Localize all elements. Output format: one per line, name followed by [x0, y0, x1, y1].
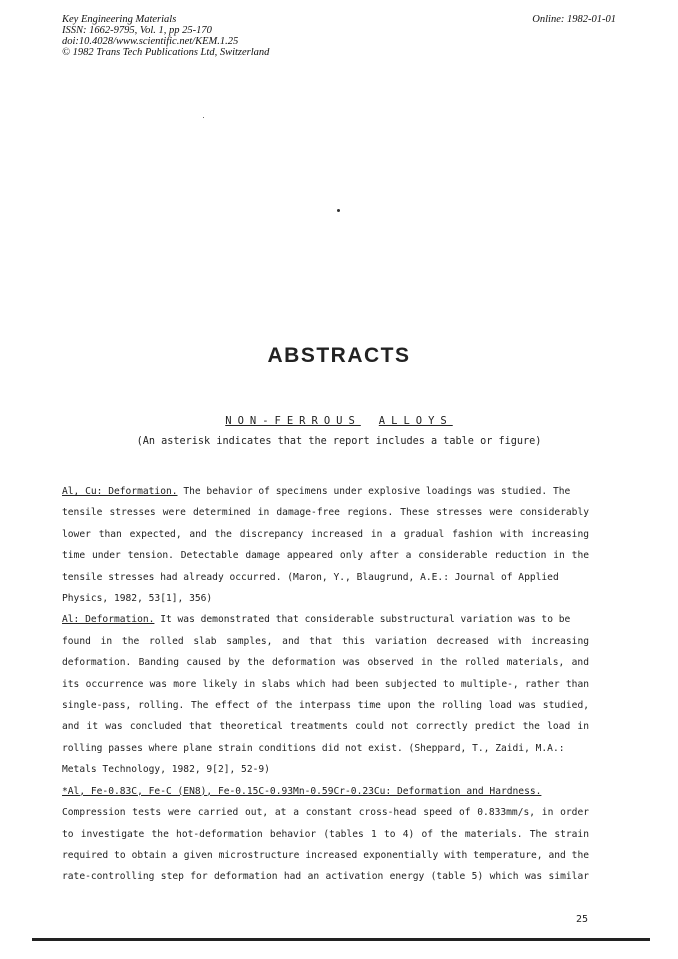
speck-mark: [203, 117, 204, 118]
abstract-3-line: Compression tests were carried out, at a constant cross-head speed of 0.833mm/s, in order: [62, 807, 589, 819]
abstract-1-heading: Al, Cu: Deformation.: [62, 486, 178, 497]
abstract-2-line: Al: Deformation. It was demonstrated that considerable substructural variation was to be: [62, 614, 571, 626]
section-heading: [0, 415, 678, 427]
abstract-3-line: to investigate the hot-deformation behavior (tables 1 to 4) of the materials. The strain: [62, 828, 589, 840]
page-number: 25: [575, 914, 588, 925]
section-word-1: NON-FERROUS: [225, 415, 361, 427]
abstract-2-line: found in the rolled slab samples, and that this variation decreased with increasing: [62, 635, 589, 647]
abstract-1-line: lower than expected, and the discrepancy increased in a gradual fashion with increasing: [62, 528, 589, 540]
abstract-1-line: tensile stresses had already occurred. (Maron, Y., Blaugrund, A.E.: Journal of Applied: [62, 571, 559, 583]
section-word-2: ALLOYS: [378, 415, 453, 427]
journal-title: Key Engineering Materials: [62, 14, 177, 25]
abstract-2-heading: Al: Deformation.: [62, 614, 155, 626]
speck-mark: [337, 209, 340, 212]
abstract-3-line: [62, 781, 589, 802]
abstract-1-line: tensile stresses were determined in damage-free regions. These stresses were considerably: [62, 507, 589, 519]
abstract-2-line: rolling passes where plane strain conditions did not exist. (Sheppard, T., Zaidi, M.A.:: [62, 742, 565, 754]
abstract-1-line: Al, Cu: Deformation. The behavior of specimens under explosive loadings was studied. The: [62, 486, 571, 497]
abstract-2-line: its occurrence was more likely in slabs which had been subjected to multiple-, rather than: [62, 678, 589, 690]
abstract-2-line: deformation. Banding caused by the deformation was observed in the rolled materials, and: [62, 657, 589, 669]
abstract-1-line: Physics, 1982, 53[1], 356): [62, 593, 213, 605]
abstract-2-line: and it was concluded that theoretical treatments could not correctly predict the load in: [62, 721, 589, 733]
journal-doi[interactable]: doi:10.4028/www.scientific.net/KEM.1.25: [62, 36, 239, 47]
abstract-1-line: time under tension. Detectable damage appeared only after a considerable reduction in the: [62, 550, 589, 562]
journal-header: [62, 14, 269, 58]
abstract-2-line: single-pass, rolling. The effect of the interpass time upon the rolling load was studied,: [62, 700, 589, 712]
footer-rule: [32, 938, 650, 941]
abstract-3-line: required to obtain a given microstructure increased exponentially with temperature, and the: [62, 849, 589, 861]
abstract-2-line: Metals Technology, 1982, 9[2], 52-9): [62, 764, 270, 776]
section-note: (An asterisk indicates that the report includes a table or figure): [136, 436, 542, 447]
page-title: ABSTRACTS: [267, 344, 411, 367]
abstracts-body: [62, 481, 589, 888]
online-date: Online: 1982-01-01: [532, 14, 616, 25]
journal-copyright: © 1982 Trans Tech Publications Ltd, Switzerland: [62, 47, 270, 58]
abstract-3-heading: *Al, Fe-0.83C, Fe-C (EN8), Fe-0.15C-0.93Mn-0.59Cr-0.23Cu: Deformation and Hardness.: [62, 785, 542, 797]
journal-issn: ISSN: 1662-9795, Vol. 1, pp 25-170: [62, 25, 212, 36]
abstract-3-line: rate-controlling step for deformation had an activation energy (table 5) which was similar: [62, 871, 589, 883]
